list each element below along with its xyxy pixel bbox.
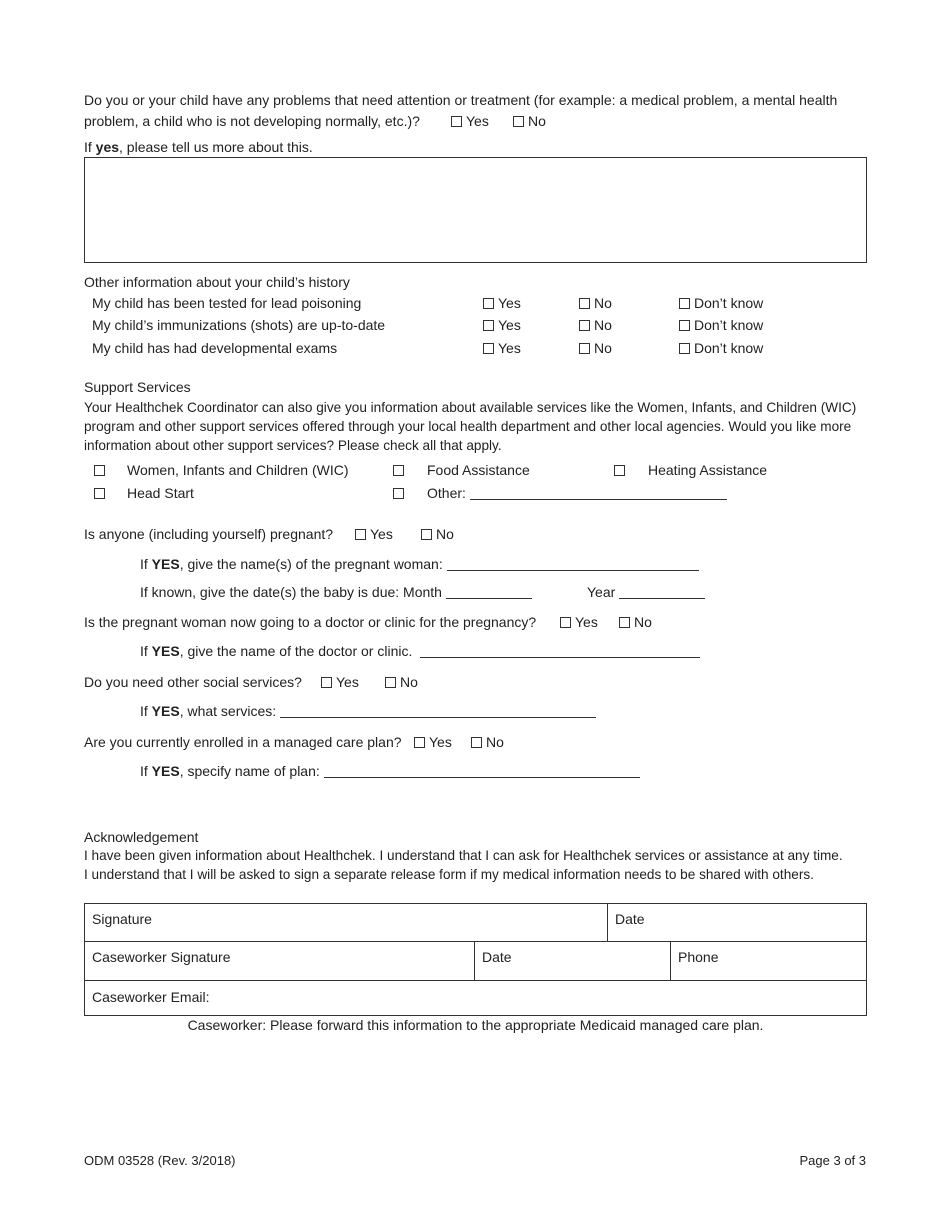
history-row-label: My child has been tested for lead poisoning <box>92 295 362 311</box>
checkbox[interactable] <box>385 677 396 688</box>
checkbox[interactable] <box>94 488 105 499</box>
problems-no-option[interactable] <box>513 113 546 129</box>
doctor-name-row <box>140 643 700 659</box>
acknowledgement-heading: Acknowledgement <box>84 829 199 845</box>
pregnant-name-row <box>140 556 699 572</box>
heating-label: Heating Assistance <box>648 462 768 478</box>
suffix: , give the name of the doctor or clinic. <box>179 643 413 659</box>
checkbox[interactable] <box>513 116 524 127</box>
food-label: Food Assistance <box>427 462 530 478</box>
checkbox[interactable] <box>579 298 590 309</box>
history-row-dont-know[interactable] <box>679 317 763 333</box>
yes-label: Yes <box>336 674 359 690</box>
other-label: Other: <box>427 485 466 501</box>
no-label: No <box>594 295 612 311</box>
phone-field[interactable] <box>670 941 867 980</box>
due-date-row <box>140 584 532 600</box>
checkbox[interactable] <box>321 677 332 688</box>
social-question: Do you need other social services? <box>84 674 302 690</box>
no-label: No <box>594 317 612 333</box>
problems-details-textbox[interactable] <box>84 157 867 263</box>
prompt-suffix: , please tell us more about this. <box>119 139 313 155</box>
yes-label: Yes <box>370 526 393 542</box>
food-checkbox[interactable] <box>393 462 408 478</box>
dont-know-label: Don’t know <box>694 317 764 333</box>
managed-care-no-option[interactable] <box>471 734 504 750</box>
forward-note: Caseworker: Please forward this information to the appropriate Medicaid managed care plan. <box>187 1017 764 1033</box>
dont-know-label: Don’t know <box>694 295 764 311</box>
caseworker-signature-label: Caseworker Signature <box>92 949 231 965</box>
problems-question-line2 <box>84 113 420 129</box>
checkbox[interactable] <box>614 465 625 476</box>
checkbox[interactable] <box>421 529 432 540</box>
pregnancy-yes-option[interactable] <box>355 526 393 542</box>
history-heading: Other information about your child’s history <box>84 274 350 290</box>
caseworker-email-label: Caseworker Email: <box>92 989 210 1005</box>
problems-yes-option[interactable] <box>451 113 489 129</box>
pregnancy-question: Is anyone (including yourself) pregnant? <box>84 526 334 542</box>
yes-label: Yes <box>498 340 521 356</box>
no-label: No <box>594 340 612 356</box>
due-month-label: If known, give the date(s) the baby is due: Month <box>140 584 442 600</box>
support-description: Your Healthchek Coordinator can also give you information about available services like the Women, Infants, and Children (WIC) program and other support services offered through your local health department and other local agencies. Would you like more information about other support services? Please check all that apply. <box>84 400 857 453</box>
other-checkbox[interactable] <box>393 485 408 501</box>
checkbox[interactable] <box>483 320 494 331</box>
checkbox[interactable] <box>679 343 690 354</box>
checkbox[interactable] <box>451 116 462 127</box>
pregnant-name-input-line[interactable] <box>447 557 699 571</box>
prefix: If <box>140 703 148 719</box>
history-row-yes[interactable] <box>483 295 521 311</box>
headstart-label: Head Start <box>127 485 194 501</box>
problems-more-prompt <box>84 139 313 155</box>
other-input-line[interactable] <box>470 486 727 500</box>
managed-care-yes-option[interactable] <box>414 734 452 750</box>
suffix: , specify name of plan: <box>179 763 320 779</box>
history-row-label: My child’s immunizations (shots) are up-to-date <box>92 317 386 333</box>
form-id: ODM 03528 (Rev. 3/2018) <box>84 1153 236 1168</box>
suffix: , what services: <box>179 703 277 719</box>
checkbox[interactable] <box>679 298 690 309</box>
support-heading: Support Services <box>84 379 191 395</box>
history-row-no[interactable] <box>579 340 612 356</box>
checkbox[interactable] <box>414 737 425 748</box>
doctor-no-option[interactable] <box>619 614 652 630</box>
signature-field[interactable] <box>84 903 607 941</box>
caseworker-signature-field[interactable] <box>84 941 474 980</box>
caseworker-date-label: Date <box>482 949 512 965</box>
checkbox[interactable] <box>483 343 494 354</box>
bold-yes: YES <box>151 703 180 719</box>
social-services-input-line[interactable] <box>280 704 596 718</box>
dont-know-label: Don’t know <box>694 340 764 356</box>
due-month-input-line[interactable] <box>446 585 532 599</box>
social-no-option[interactable] <box>385 674 418 690</box>
checkbox[interactable] <box>393 465 404 476</box>
no-label: No <box>634 614 652 630</box>
bold-yes: YES <box>151 763 180 779</box>
signature-label: Signature <box>92 911 152 927</box>
due-year-input-line[interactable] <box>619 585 705 599</box>
bold-yes: YES <box>151 643 180 659</box>
checkbox[interactable] <box>94 465 105 476</box>
page-number: Page 3 of 3 <box>799 1153 866 1168</box>
doctor-question: Is the pregnant woman now going to a doctor or clinic for the pregnancy? <box>84 614 537 630</box>
caseworker-email-field[interactable] <box>84 980 867 1016</box>
checkbox[interactable] <box>393 488 404 499</box>
date-field[interactable] <box>607 903 867 941</box>
heating-checkbox[interactable] <box>614 462 629 478</box>
plan-name-input-line[interactable] <box>324 764 640 778</box>
bold-yes: YES <box>151 556 180 572</box>
history-row-dont-know[interactable] <box>679 295 763 311</box>
no-label: No <box>486 734 504 750</box>
caseworker-date-field[interactable] <box>474 941 670 980</box>
prefix: If <box>140 556 148 572</box>
managed-care-question: Are you currently enrolled in a managed care plan? <box>84 734 402 750</box>
prompt-bold: yes <box>95 139 120 155</box>
doctor-name-input-line[interactable] <box>420 644 700 658</box>
problems-question-text: problem, a child who is not developing normally, etc.)? <box>84 113 420 129</box>
history-row-yes[interactable] <box>483 317 521 333</box>
yes-label: Yes <box>498 295 521 311</box>
yes-label: Yes <box>498 317 521 333</box>
no-label: No <box>436 526 454 542</box>
suffix: , give the name(s) of the pregnant woman: <box>179 556 443 572</box>
social-yes-option[interactable] <box>321 674 359 690</box>
history-row-no[interactable] <box>579 317 612 333</box>
checkbox[interactable] <box>483 298 494 309</box>
checkbox[interactable] <box>560 617 571 628</box>
checkbox[interactable] <box>471 737 482 748</box>
plan-name-row <box>140 763 640 779</box>
doctor-yes-option[interactable] <box>560 614 598 630</box>
problems-question-line1: Do you or your child have any problems that need attention or treatment (for example: a medical problem, a mental health <box>84 92 838 108</box>
due-year-row <box>587 584 705 600</box>
checkbox[interactable] <box>679 320 690 331</box>
pregnancy-no-option[interactable] <box>421 526 454 542</box>
no-label: No <box>400 674 418 690</box>
due-year-label: Year <box>587 584 616 600</box>
history-row-yes[interactable] <box>483 340 521 356</box>
checkbox[interactable] <box>579 320 590 331</box>
yes-label: Yes <box>429 734 452 750</box>
headstart-checkbox[interactable] <box>94 485 109 501</box>
history-row-no[interactable] <box>579 295 612 311</box>
history-row-dont-know[interactable] <box>679 340 763 356</box>
prompt-prefix: If <box>84 139 92 155</box>
history-row-label: My child has had developmental exams <box>92 340 338 356</box>
prefix: If <box>140 763 148 779</box>
other-option <box>427 485 727 501</box>
checkbox[interactable] <box>579 343 590 354</box>
checkbox[interactable] <box>355 529 366 540</box>
wic-checkbox[interactable] <box>94 462 109 478</box>
checkbox[interactable] <box>619 617 630 628</box>
acknowledgement-line2: I understand that I will be asked to sign a separate release form if my medical information needs to be shared with others. <box>84 867 814 882</box>
acknowledgement-line1: I have been given information about Healthchek. I understand that I can ask for Healthchek services or assistance at any time. <box>84 848 843 863</box>
problems-yes-label: Yes <box>466 113 489 129</box>
date-label: Date <box>615 911 645 927</box>
problems-no-label: No <box>528 113 546 129</box>
prefix: If <box>140 643 148 659</box>
social-services-row <box>140 703 596 719</box>
phone-label: Phone <box>678 949 719 965</box>
yes-label: Yes <box>575 614 598 630</box>
wic-label: Women, Infants and Children (WIC) <box>127 462 349 478</box>
